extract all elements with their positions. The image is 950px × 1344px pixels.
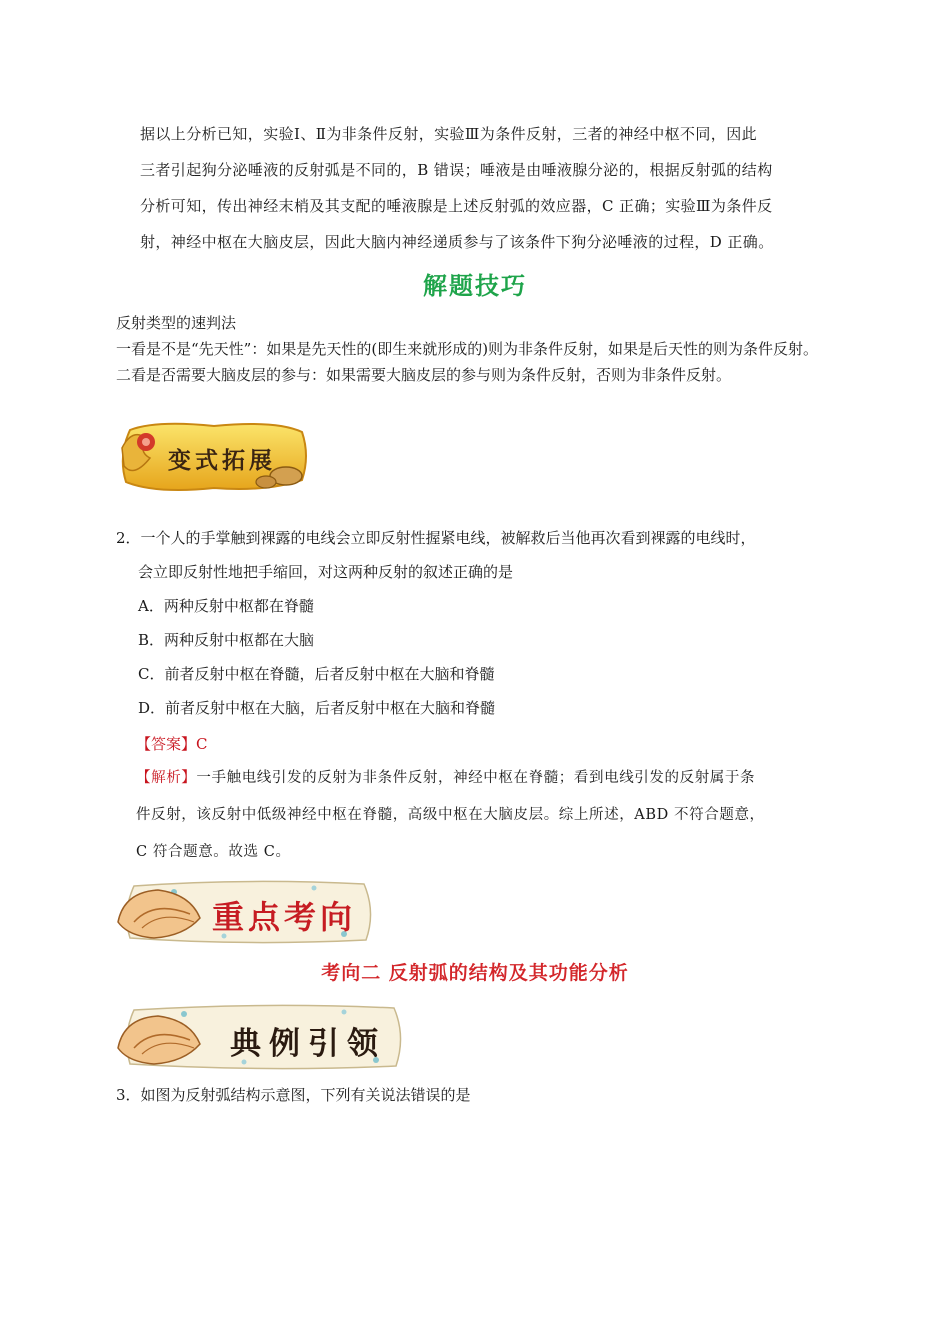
analysis-line: 据以上分析已知，实验Ⅰ、Ⅱ为非条件反射，实验Ⅲ为条件反射，三者的神经中枢不同，因此: [140, 125, 757, 143]
analysis-label: 【解析】: [136, 770, 197, 786]
banner-variant-text: 变式拓展: [168, 447, 276, 474]
option-c: C．前者反射中枢在脊髓，后者反射中枢在大脑和脊髓: [138, 665, 495, 683]
banner-example: [114, 1002, 406, 1072]
question-2: [116, 521, 840, 725]
answer-label: 【答案】: [136, 735, 197, 753]
question-2-analysis: [136, 760, 836, 871]
tips-section: [116, 310, 840, 388]
analysis-line: 分析可知，传出神经末梢及其支配的唾液腺是上述反射弧的效应器，C 正确；实验Ⅲ为条件反: [140, 197, 773, 215]
question-stem-cont: 会立即反射性地把手缩回，对这两种反射的叙述正确的是: [138, 563, 514, 581]
question-stem: 3．如图为反射弧结构示意图，下列有关说法错误的是: [116, 1086, 471, 1104]
question-3: [116, 1078, 840, 1112]
analysis-line: 射，神经中枢在大脑皮层，因此大脑内神经递质参与了该条件下狗分泌唾液的过程，D 正确。: [140, 233, 774, 251]
tips-line: 反射类型的速判法: [116, 314, 237, 332]
analysis-text: 一手触电线引发的反射为非条件反射，神经中枢在脊髓；看到电线引发的反射属于条: [196, 770, 756, 786]
banner-key-direction: [114, 878, 378, 946]
banner-example-text: 典例引领: [230, 1026, 386, 1062]
tips-heading: 解题技巧: [423, 272, 527, 300]
section-title: 考向二 反射弧的结构及其功能分析: [321, 962, 629, 984]
answer-line: [136, 727, 208, 761]
analysis-text: C 符合题意。故选 C。: [136, 844, 291, 860]
banner-focus-text: 重点考向: [212, 898, 357, 936]
option-b: B．两种反射中枢都在大脑: [138, 631, 315, 649]
tips-line: 二看是否需要大脑皮层的参与：如果需要大脑皮层的参与则为条件反射，否则为非条件反射。: [116, 366, 732, 384]
tips-line: 一看是不是“先天性”：如果是先天性的(即生来就形成的)则为非条件反射，如果是后天性的则为条件反射。: [116, 340, 819, 358]
banner-variant-extension: [116, 418, 312, 496]
answer-value: C: [196, 735, 208, 753]
option-a: A．两种反射中枢都在脊髓: [138, 597, 314, 615]
question-stem: 2．一个人的手掌触到裸露的电线会立即反射性握紧电线，被解救后当他再次看到裸露的电线时，: [116, 529, 756, 547]
analysis-text: 件反射，该反射中低级神经中枢在脊髓，高级中枢在大脑皮层。综上所述，ABD 不符合题意，: [136, 807, 765, 823]
analysis-line: 三者引起狗分泌唾液的反射弧是不同的，B 错误；唾液是由唾液腺分泌的，根据反射弧的结构: [140, 161, 773, 179]
option-d: D．前者反射中枢在大脑，后者反射中枢在大脑和脊髓: [138, 699, 496, 717]
analysis-continuation: [140, 116, 840, 260]
